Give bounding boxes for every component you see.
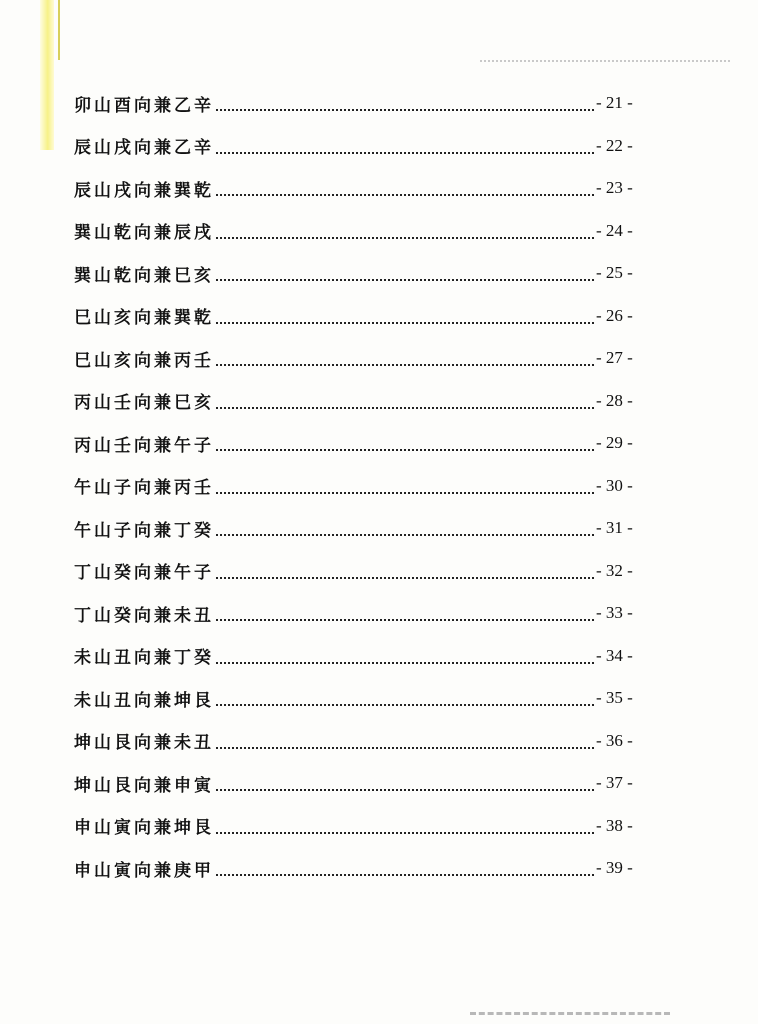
dot-leader <box>216 152 594 154</box>
toc-entry-title: 丁山癸向兼未丑 <box>74 605 214 626</box>
toc-page-number: - 32 - <box>596 560 633 580</box>
toc-row[interactable] <box>74 295 644 338</box>
dot-leader <box>216 322 594 324</box>
toc-entry-title: 坤山艮向兼未丑 <box>74 733 214 754</box>
toc-entry-title: 午山子向兼丙壬 <box>74 478 214 499</box>
toc-row[interactable] <box>74 337 644 380</box>
scan-artifact-top <box>480 60 730 64</box>
toc-row[interactable] <box>74 380 644 423</box>
toc-page-number: - 34 - <box>596 645 633 665</box>
toc-entry-title: 巳山亥向兼丙壬 <box>74 350 214 371</box>
toc-page-number: - 31 - <box>596 518 633 538</box>
toc-entry-title: 申山寅向兼庚甲 <box>74 860 214 881</box>
toc-entry-title: 未山丑向兼坤艮 <box>74 690 214 711</box>
toc-entry-title: 申山寅向兼坤艮 <box>74 818 214 839</box>
toc-row[interactable] <box>74 805 644 848</box>
toc-entry-title: 巳山亥向兼巽乾 <box>74 308 214 329</box>
toc-row[interactable] <box>74 720 644 763</box>
toc-row[interactable] <box>74 507 644 550</box>
dot-leader <box>216 279 594 281</box>
dot-leader <box>216 704 594 706</box>
toc-entry-title: 卯山酉向兼乙辛 <box>74 95 214 116</box>
toc-page-number: - 25 - <box>596 263 633 283</box>
toc-entry-title: 巽山乾向兼巳亥 <box>74 265 214 286</box>
toc-row[interactable] <box>74 592 644 635</box>
toc-entry-title: 未山丑向兼丁癸 <box>74 648 214 669</box>
toc-page-number: - 29 - <box>596 433 633 453</box>
dot-leader <box>216 789 594 791</box>
dot-leader <box>216 832 594 834</box>
toc-page-number: - 23 - <box>596 178 633 198</box>
dot-leader <box>216 619 594 621</box>
toc-row[interactable] <box>74 677 644 720</box>
dot-leader <box>216 364 594 366</box>
dot-leader <box>216 109 594 111</box>
toc-entry-title: 丁山癸向兼午子 <box>74 563 214 584</box>
toc-entry-title: 丙山壬向兼午子 <box>74 435 214 456</box>
toc-row[interactable] <box>74 422 644 465</box>
toc-entry-title: 辰山戌向兼巽乾 <box>74 180 214 201</box>
toc-row[interactable] <box>74 167 644 210</box>
toc-page-number: - 36 - <box>596 730 633 750</box>
toc-entry-title: 午山子向兼丁癸 <box>74 520 214 541</box>
binding-edge-highlight <box>40 0 54 150</box>
toc-row[interactable] <box>74 252 644 295</box>
toc-page-number: - 27 - <box>596 348 633 368</box>
toc-row[interactable] <box>74 465 644 508</box>
toc-page-number: - 33 - <box>596 603 633 623</box>
toc-page-number: - 26 - <box>596 305 633 325</box>
toc-entry-title: 辰山戌向兼乙辛 <box>74 138 214 159</box>
toc-page-number: - 24 - <box>596 220 633 240</box>
toc-entry-title: 坤山艮向兼申寅 <box>74 775 214 796</box>
dot-leader <box>216 237 594 239</box>
binding-line <box>58 0 60 60</box>
dot-leader <box>216 407 594 409</box>
dot-leader <box>216 492 594 494</box>
toc-page-number: - 30 - <box>596 475 633 495</box>
dot-leader <box>216 874 594 876</box>
scan-artifact-bottom <box>470 1012 670 1023</box>
dot-leader <box>216 577 594 579</box>
toc-entry-title: 巽山乾向兼辰戌 <box>74 223 214 244</box>
dot-leader <box>216 747 594 749</box>
toc-page-number: - 38 - <box>596 815 633 835</box>
toc-row[interactable] <box>74 550 644 593</box>
toc-row[interactable] <box>74 210 644 253</box>
dot-leader <box>216 662 594 664</box>
toc-row[interactable] <box>74 82 644 125</box>
toc-page-number: - 39 - <box>596 858 633 878</box>
toc-row[interactable] <box>74 125 644 168</box>
toc-row[interactable] <box>74 635 644 678</box>
toc-row[interactable] <box>74 762 644 805</box>
toc-page-number: - 28 - <box>596 390 633 410</box>
toc-page-number: - 35 - <box>596 688 633 708</box>
toc-entry-title: 丙山壬向兼巳亥 <box>74 393 214 414</box>
toc-page-number: - 21 - <box>596 93 633 113</box>
toc-page-number: - 22 - <box>596 135 633 155</box>
dot-leader <box>216 449 594 451</box>
toc-page-number: - 37 - <box>596 773 633 793</box>
dot-leader <box>216 194 594 196</box>
toc-row[interactable] <box>74 847 644 890</box>
dot-leader <box>216 534 594 536</box>
table-of-contents <box>74 82 644 890</box>
